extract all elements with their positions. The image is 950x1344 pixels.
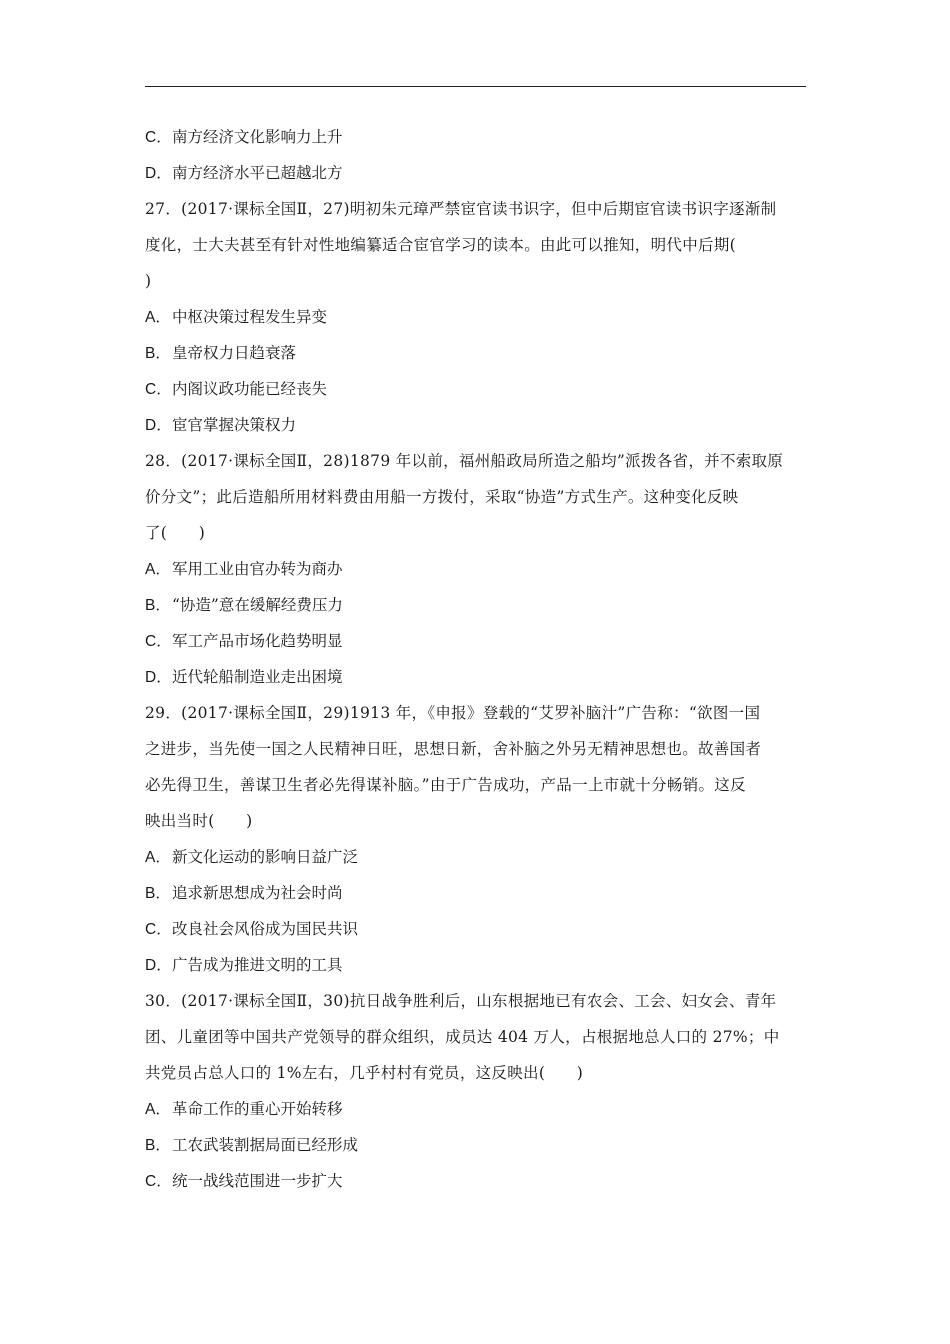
option-a: [145, 1091, 810, 1127]
option-a: [145, 551, 810, 587]
option-text: 宦官掌握决策权力: [172, 416, 297, 434]
option-letter: C．: [145, 129, 172, 146]
header-rule: [145, 86, 806, 87]
option-letter: B．: [145, 885, 171, 902]
document-body: [145, 119, 810, 1199]
option-letter: D．: [145, 417, 172, 434]
question-stem-line: 价分文”；此后造船所用材料费由用船一方拨付，采取“协造”方式生产。这种变化反映: [145, 488, 739, 506]
question-stem-line: 了( ): [145, 524, 206, 542]
question-30: [145, 983, 810, 1199]
option-a: [145, 839, 810, 875]
option-letter: D．: [145, 957, 172, 974]
option-letter: D．: [145, 165, 172, 182]
option-letter: A．: [145, 849, 171, 866]
option-letter: D．: [145, 669, 172, 686]
option-b: [145, 1127, 810, 1163]
question-stem-line: 27．(2017·课标全国Ⅱ，27)明初朱元璋严禁宦官读书识字，但中后期宦官读书识字逐渐制: [145, 200, 777, 218]
question-stem-line: 度化，士大夫甚至有针对性地编纂适合宦官学习的读本。由此可以推知，明代中后期(: [145, 236, 736, 254]
option-letter: A．: [145, 561, 171, 578]
question-29: [145, 695, 810, 983]
question-stem-line: 28．(2017·课标全国Ⅱ，28)1879 年以前，福州船政局所造之船均”派拨各省，并不索取原: [145, 452, 784, 470]
option-text: 内阁议政功能已经丧失: [172, 380, 328, 398]
question-stem-line: ): [145, 272, 152, 290]
option-text: 广告成为推进文明的工具: [172, 956, 343, 974]
option-text: 南方经济水平已超越北方: [172, 164, 343, 182]
option-d: [145, 659, 810, 695]
question-stem-line: 30．(2017·课标全国Ⅱ，30)抗日战争胜利后，山东根据地已有农会、工会、妇女会、青年: [145, 992, 777, 1010]
question-stem-line: 之进步，当先使一国之人民精神日旺，思想日新，舍补脑之外另无精神思想也。故善国者: [145, 740, 762, 758]
option-a: [145, 299, 810, 335]
question-stem-line: 29．(2017·课标全国Ⅱ，29)1913 年，《申报》登载的“艾罗补脑汁”广告称：“欲图一国: [145, 704, 761, 722]
option-letter: C．: [145, 633, 172, 650]
question-stem-line: 共党员占总人口的 1%左右，几乎村村有党员，这反映出( ): [145, 1064, 584, 1082]
option-letter: B．: [145, 597, 171, 614]
option-b: [145, 335, 810, 371]
option-text: 中枢决策过程发生异变: [172, 308, 328, 326]
option-b: [145, 875, 810, 911]
option-text: “协造”意在缓解经费压力: [172, 596, 343, 614]
option-text: 南方经济文化影响力上升: [172, 128, 343, 146]
option-text: 革命工作的重心开始转移: [172, 1100, 343, 1118]
option-d: [145, 407, 810, 443]
option-text: 军工产品市场化趋势明显: [172, 632, 343, 650]
question-28: [145, 443, 810, 695]
option-letter: B．: [145, 345, 171, 362]
option-text: 统一战线范围进一步扩大: [172, 1172, 343, 1190]
option-c: [145, 911, 810, 947]
option-c: [145, 623, 810, 659]
option-letter: B．: [145, 1137, 171, 1154]
option-letter: C．: [145, 381, 172, 398]
option-c: [145, 371, 810, 407]
option-text: 皇帝权力日趋衰落: [172, 344, 297, 362]
question-27: [145, 191, 810, 443]
option-d: [145, 155, 810, 191]
question-stem-line: 必先得卫生，善谋卫生者必先得谋补脑。”由于广告成功，产品一上市就十分畅销。这反: [145, 776, 746, 794]
prev-question-options: [145, 119, 810, 191]
question-stem-line: 映出当时( ): [145, 812, 253, 830]
option-text: 新文化运动的影响日益广泛: [172, 848, 359, 866]
option-letter: A．: [145, 309, 171, 326]
option-text: 工农武装割据局面已经形成: [172, 1136, 359, 1154]
option-text: 追求新思想成为社会时尚: [172, 884, 343, 902]
option-d: [145, 947, 810, 983]
option-text: 军用工业由官办转为商办: [172, 560, 343, 578]
option-letter: C．: [145, 921, 172, 938]
option-c: [145, 119, 810, 155]
option-text: 改良社会风俗成为国民共识: [172, 920, 359, 938]
option-b: [145, 587, 810, 623]
option-c: [145, 1163, 810, 1199]
option-letter: C．: [145, 1173, 172, 1190]
question-stem-line: 团、儿童团等中国共产党领导的群众组织，成员达 404 万人，占根据地总人口的 27%；中: [145, 1028, 780, 1046]
option-text: 近代轮船制造业走出困境: [172, 668, 343, 686]
option-letter: A．: [145, 1101, 171, 1118]
